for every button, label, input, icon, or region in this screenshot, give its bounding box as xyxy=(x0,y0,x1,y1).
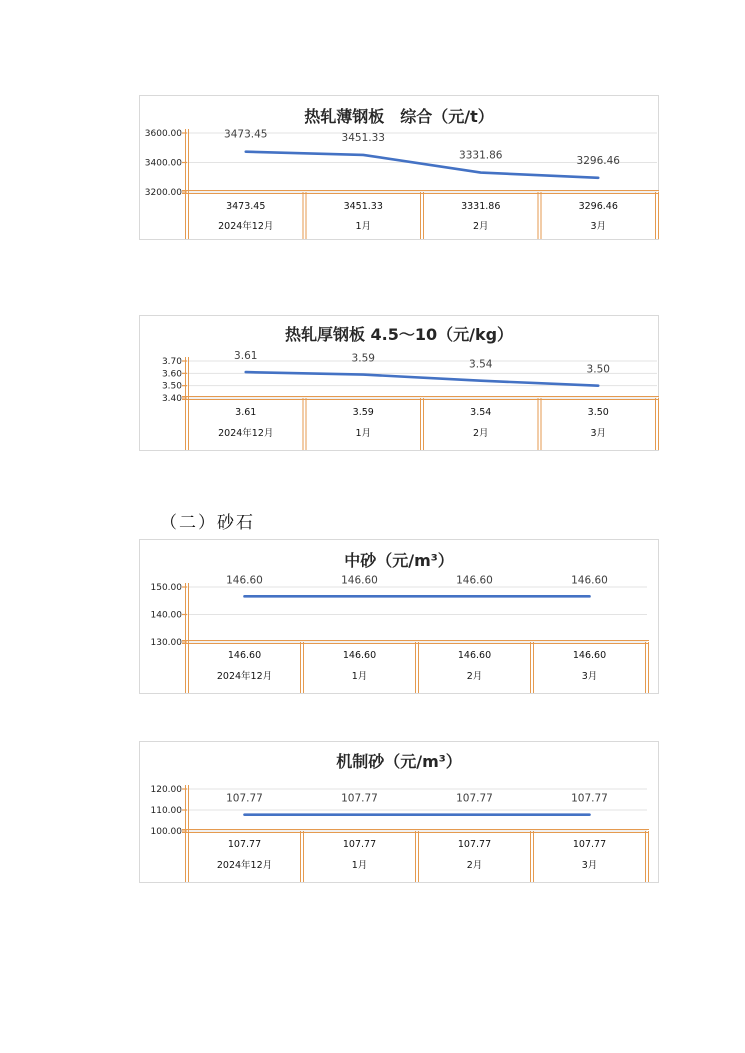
data-label: 3.54 xyxy=(469,358,493,371)
x-tick-label: 2月 xyxy=(466,671,483,682)
x-tick-label: 2024年12月 xyxy=(216,860,273,871)
data-label: 3473.45 xyxy=(224,128,268,141)
table-value: 3.61 xyxy=(235,407,257,418)
chart-plot xyxy=(140,316,660,452)
y-tick-label: 100.00 xyxy=(150,827,182,837)
data-label: 3331.86 xyxy=(459,149,503,162)
x-tick-label: 2月 xyxy=(472,221,489,232)
chart-title: 热轧薄钢板 综合（元/t） xyxy=(304,107,494,126)
table-value: 146.60 xyxy=(342,650,377,661)
chart-plot xyxy=(140,540,660,695)
data-label: 3.50 xyxy=(586,363,610,376)
table-value: 3296.46 xyxy=(578,201,618,212)
table-value: 146.60 xyxy=(457,650,492,661)
data-label: 3451.33 xyxy=(341,131,385,144)
table-value: 107.77 xyxy=(457,839,492,850)
data-label: 3296.46 xyxy=(576,154,620,167)
table-value: 107.77 xyxy=(227,839,262,850)
chart-panel-medium-sand xyxy=(139,539,659,694)
y-tick-label: 3.50 xyxy=(161,381,182,392)
chart-panel-thin-steel xyxy=(139,95,659,240)
data-label: 3.59 xyxy=(351,352,375,365)
x-tick-label: 1月 xyxy=(355,428,372,439)
y-tick-label: 120.00 xyxy=(150,785,182,795)
y-tick-label: 3600.00 xyxy=(144,129,182,139)
table-value: 3.59 xyxy=(352,407,374,418)
x-tick-label: 1月 xyxy=(351,860,368,871)
table-value: 3.54 xyxy=(470,407,492,418)
section-heading: （二）砂石 xyxy=(160,513,255,533)
table-value: 3331.86 xyxy=(461,201,501,212)
x-tick-label: 2月 xyxy=(466,860,483,871)
table-value: 3451.33 xyxy=(343,201,383,212)
y-tick-label: 140.00 xyxy=(150,610,182,621)
table-value: 107.77 xyxy=(572,839,607,850)
table-value: 146.60 xyxy=(227,650,262,661)
table-value: 107.77 xyxy=(342,839,377,850)
table-value: 3.50 xyxy=(587,407,609,418)
series-line xyxy=(246,149,599,178)
y-tick-label: 3.40 xyxy=(161,394,182,404)
table-value: 146.60 xyxy=(572,650,607,661)
chart-plot xyxy=(140,742,660,884)
table-value: 3473.45 xyxy=(226,201,266,212)
data-label: 3.61 xyxy=(234,350,258,363)
data-label: 146.60 xyxy=(456,574,493,587)
y-tick-label: 3200.00 xyxy=(144,188,182,198)
data-label: 107.77 xyxy=(571,792,608,805)
x-tick-label: 1月 xyxy=(355,221,372,232)
data-label: 146.60 xyxy=(571,574,608,587)
data-label: 146.60 xyxy=(341,574,378,587)
y-tick-label: 3.60 xyxy=(161,369,182,380)
x-tick-label: 2024年12月 xyxy=(218,428,274,439)
chart-title: 热轧厚钢板 4.5～10（元/kg） xyxy=(284,325,514,344)
data-label: 146.60 xyxy=(226,574,263,587)
x-tick-label: 3月 xyxy=(581,671,598,682)
y-tick-label: 150.00 xyxy=(150,583,182,593)
x-tick-label: 1月 xyxy=(351,671,368,682)
y-tick-label: 110.00 xyxy=(150,806,182,816)
chart-panel-thick-steel xyxy=(139,315,659,451)
x-tick-label: 3月 xyxy=(590,428,607,439)
x-tick-label: 3月 xyxy=(581,860,598,871)
x-tick-label: 2024年12月 xyxy=(218,221,274,232)
chart-panel-machine-sand xyxy=(139,741,659,883)
x-tick-label: 2024年12月 xyxy=(216,671,273,682)
chart-title: 机制砂（元/m³） xyxy=(336,752,462,771)
y-tick-label: 130.00 xyxy=(150,638,182,648)
y-tick-label: 3.70 xyxy=(161,357,182,367)
x-tick-label: 2月 xyxy=(472,428,489,439)
data-label: 107.77 xyxy=(226,792,263,805)
chart-title: 中砂（元/m³） xyxy=(344,551,454,570)
series-line xyxy=(246,372,599,386)
y-tick-label: 3400.00 xyxy=(144,158,182,169)
chart-plot xyxy=(140,96,660,241)
data-label: 107.77 xyxy=(456,792,493,805)
x-tick-label: 3月 xyxy=(590,221,607,232)
data-label: 107.77 xyxy=(341,792,378,805)
